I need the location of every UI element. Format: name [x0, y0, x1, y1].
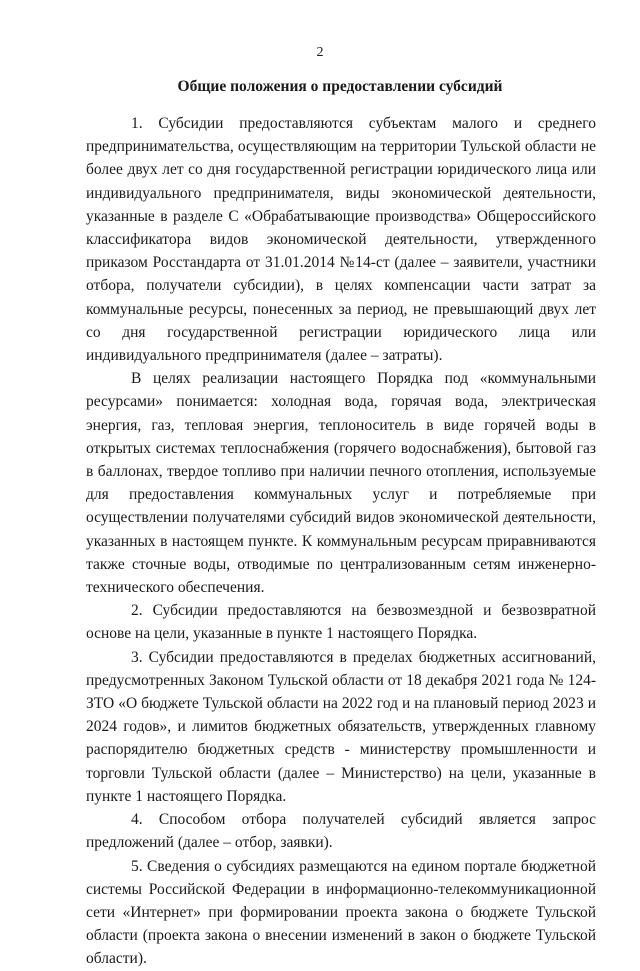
paragraph-3: 3. Субсидии предоставляются в пределах бюджетных ассигнований, предусмотренных Законом Тульской области от 18 декабря 2021 года № 124-ЗТО «О бюджете Тульской области на 2022 год и на плановый период 2023 и 2024 годов», и лимитов бюджетных обязательств, утвержденных главному распорядителю бюджетных средств - министерству промышленности и торговли Тульской области (далее – Министерство) на цели, указанные в пункте 1 настоящего Порядка.: [86, 648, 596, 805]
paragraph-1: 1. Субсидии предоставляются субъектам малого и среднего предпринимательства, осуществляющим на территории Тульской области не более двух лет со дня государственной регистрации юридического лица или индивидуального предпринимателя, виды экономической деятельности, указанные в разделе С «Обрабатывающие производства» Общероссийского классификатора видов экономической деятельности, утвержденного приказом Росстандарта от 31.01.2014 №14-ст (далее – заявители, участники отбора, получатели субсидии), в целях компенсации части затрат за коммунальные ресурсы, понесенных за период, не превышающий двух лет со дня государственной регистрации юридического лица или индивидуального предпринимателя (далее – затраты).: [86, 115, 596, 365]
document-body: [86, 112, 596, 971]
section-heading: Общие положения о предоставлении субсидий: [177, 78, 503, 95]
paragraph-4: 4. Способом отбора получателей субсидий является запрос предложений (далее – отбор, заявки).: [86, 811, 596, 852]
paragraph-2: 2. Субсидии предоставляются на безвозмездной и безвозвратной основе на цели, указанные в пункте 1 настоящего Порядка.: [86, 602, 596, 643]
paragraph-5: 5. Сведения о субсидиях размещаются на едином портале бюджетной системы Российской Федерации в информационно-телекоммуникационной сети «Интернет» при формировании проекта закона о бюджете Тульской области (проекта закона о внесении изменений в закон о бюджете Тульской области).: [86, 857, 596, 968]
paragraph-1-definition: В целях реализации настоящего Порядка под «коммунальными ресурсами» понимается: холодная вода, горячая вода, электрическая энергия, газ, тепловая энергия, теплоноситель в виде горячей воды в открытых системах теплоснабжения (горячего водоснабжения), бытовой газ в баллонах, твердое топливо при наличии печного отопления, используемые для предоставления коммунальных услуг и потребляемые при осуществлении получателями субсидий видов экономической деятельности, указанных в настоящем пункте. К коммунальным ресурсам приравниваются также сточные воды, отводимые по централизованным сетям инженерно-технического обеспечения.: [86, 370, 596, 597]
page-number: 2: [316, 45, 324, 60]
